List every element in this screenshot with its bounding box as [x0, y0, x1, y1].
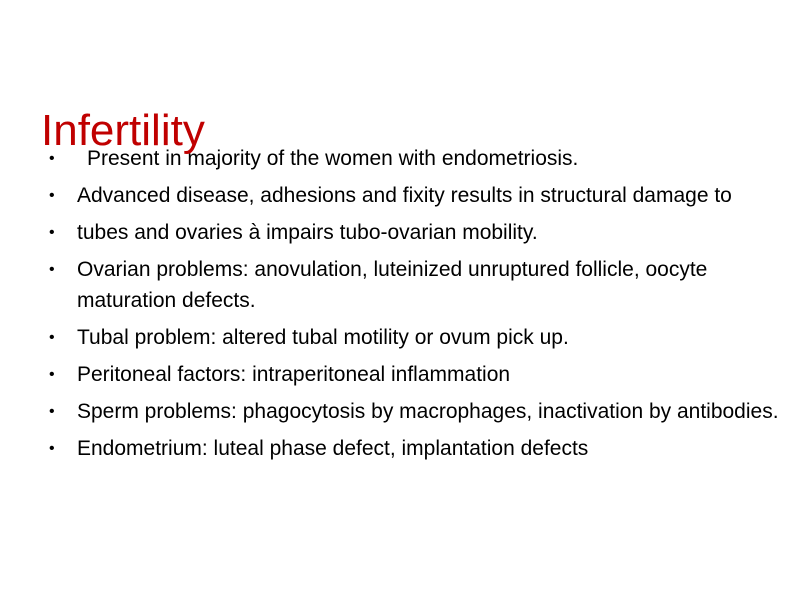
bullet-icon: •	[49, 150, 55, 167]
bullet-icon: •	[49, 366, 55, 383]
bullet-item	[49, 322, 779, 353]
bullet-text: Sperm problems: phagocytosis by macrophages, inactivation by antibodies.	[77, 400, 779, 423]
bullet-icon: •	[49, 329, 55, 346]
bullet-icon: •	[49, 187, 55, 204]
bullet-text: Endometrium: luteal phase defect, implantation defects	[77, 437, 589, 460]
bullet-item	[49, 359, 779, 390]
bullet-text: Present in majority of the women with endometriosis.	[87, 147, 579, 170]
bullet-icon: •	[49, 403, 55, 420]
bullet-icon: •	[49, 261, 55, 278]
bullet-text: tubes and ovaries à impairs tubo-ovarian mobility.	[77, 221, 538, 244]
slide-title: Infertility	[41, 106, 205, 155]
bullet-text: Tubal problem: altered tubal motility or ovum pick up.	[77, 326, 569, 349]
bullet-item	[49, 433, 779, 464]
bullet-icon: •	[49, 224, 55, 241]
bullet-icon: •	[49, 440, 55, 457]
bullet-text: Advanced disease, adhesions and fixity results in structural damage to	[77, 184, 732, 207]
bullet-item	[49, 180, 779, 211]
bullet-item	[49, 396, 779, 427]
bullet-list	[49, 143, 779, 470]
bullet-text: Peritoneal factors: intraperitoneal inflammation	[77, 363, 511, 386]
bullet-item	[49, 254, 779, 316]
bullet-item	[49, 217, 779, 248]
bullet-text: Ovarian problems: anovulation, luteinized unruptured follicle, oocyte maturation defects.	[77, 258, 708, 312]
